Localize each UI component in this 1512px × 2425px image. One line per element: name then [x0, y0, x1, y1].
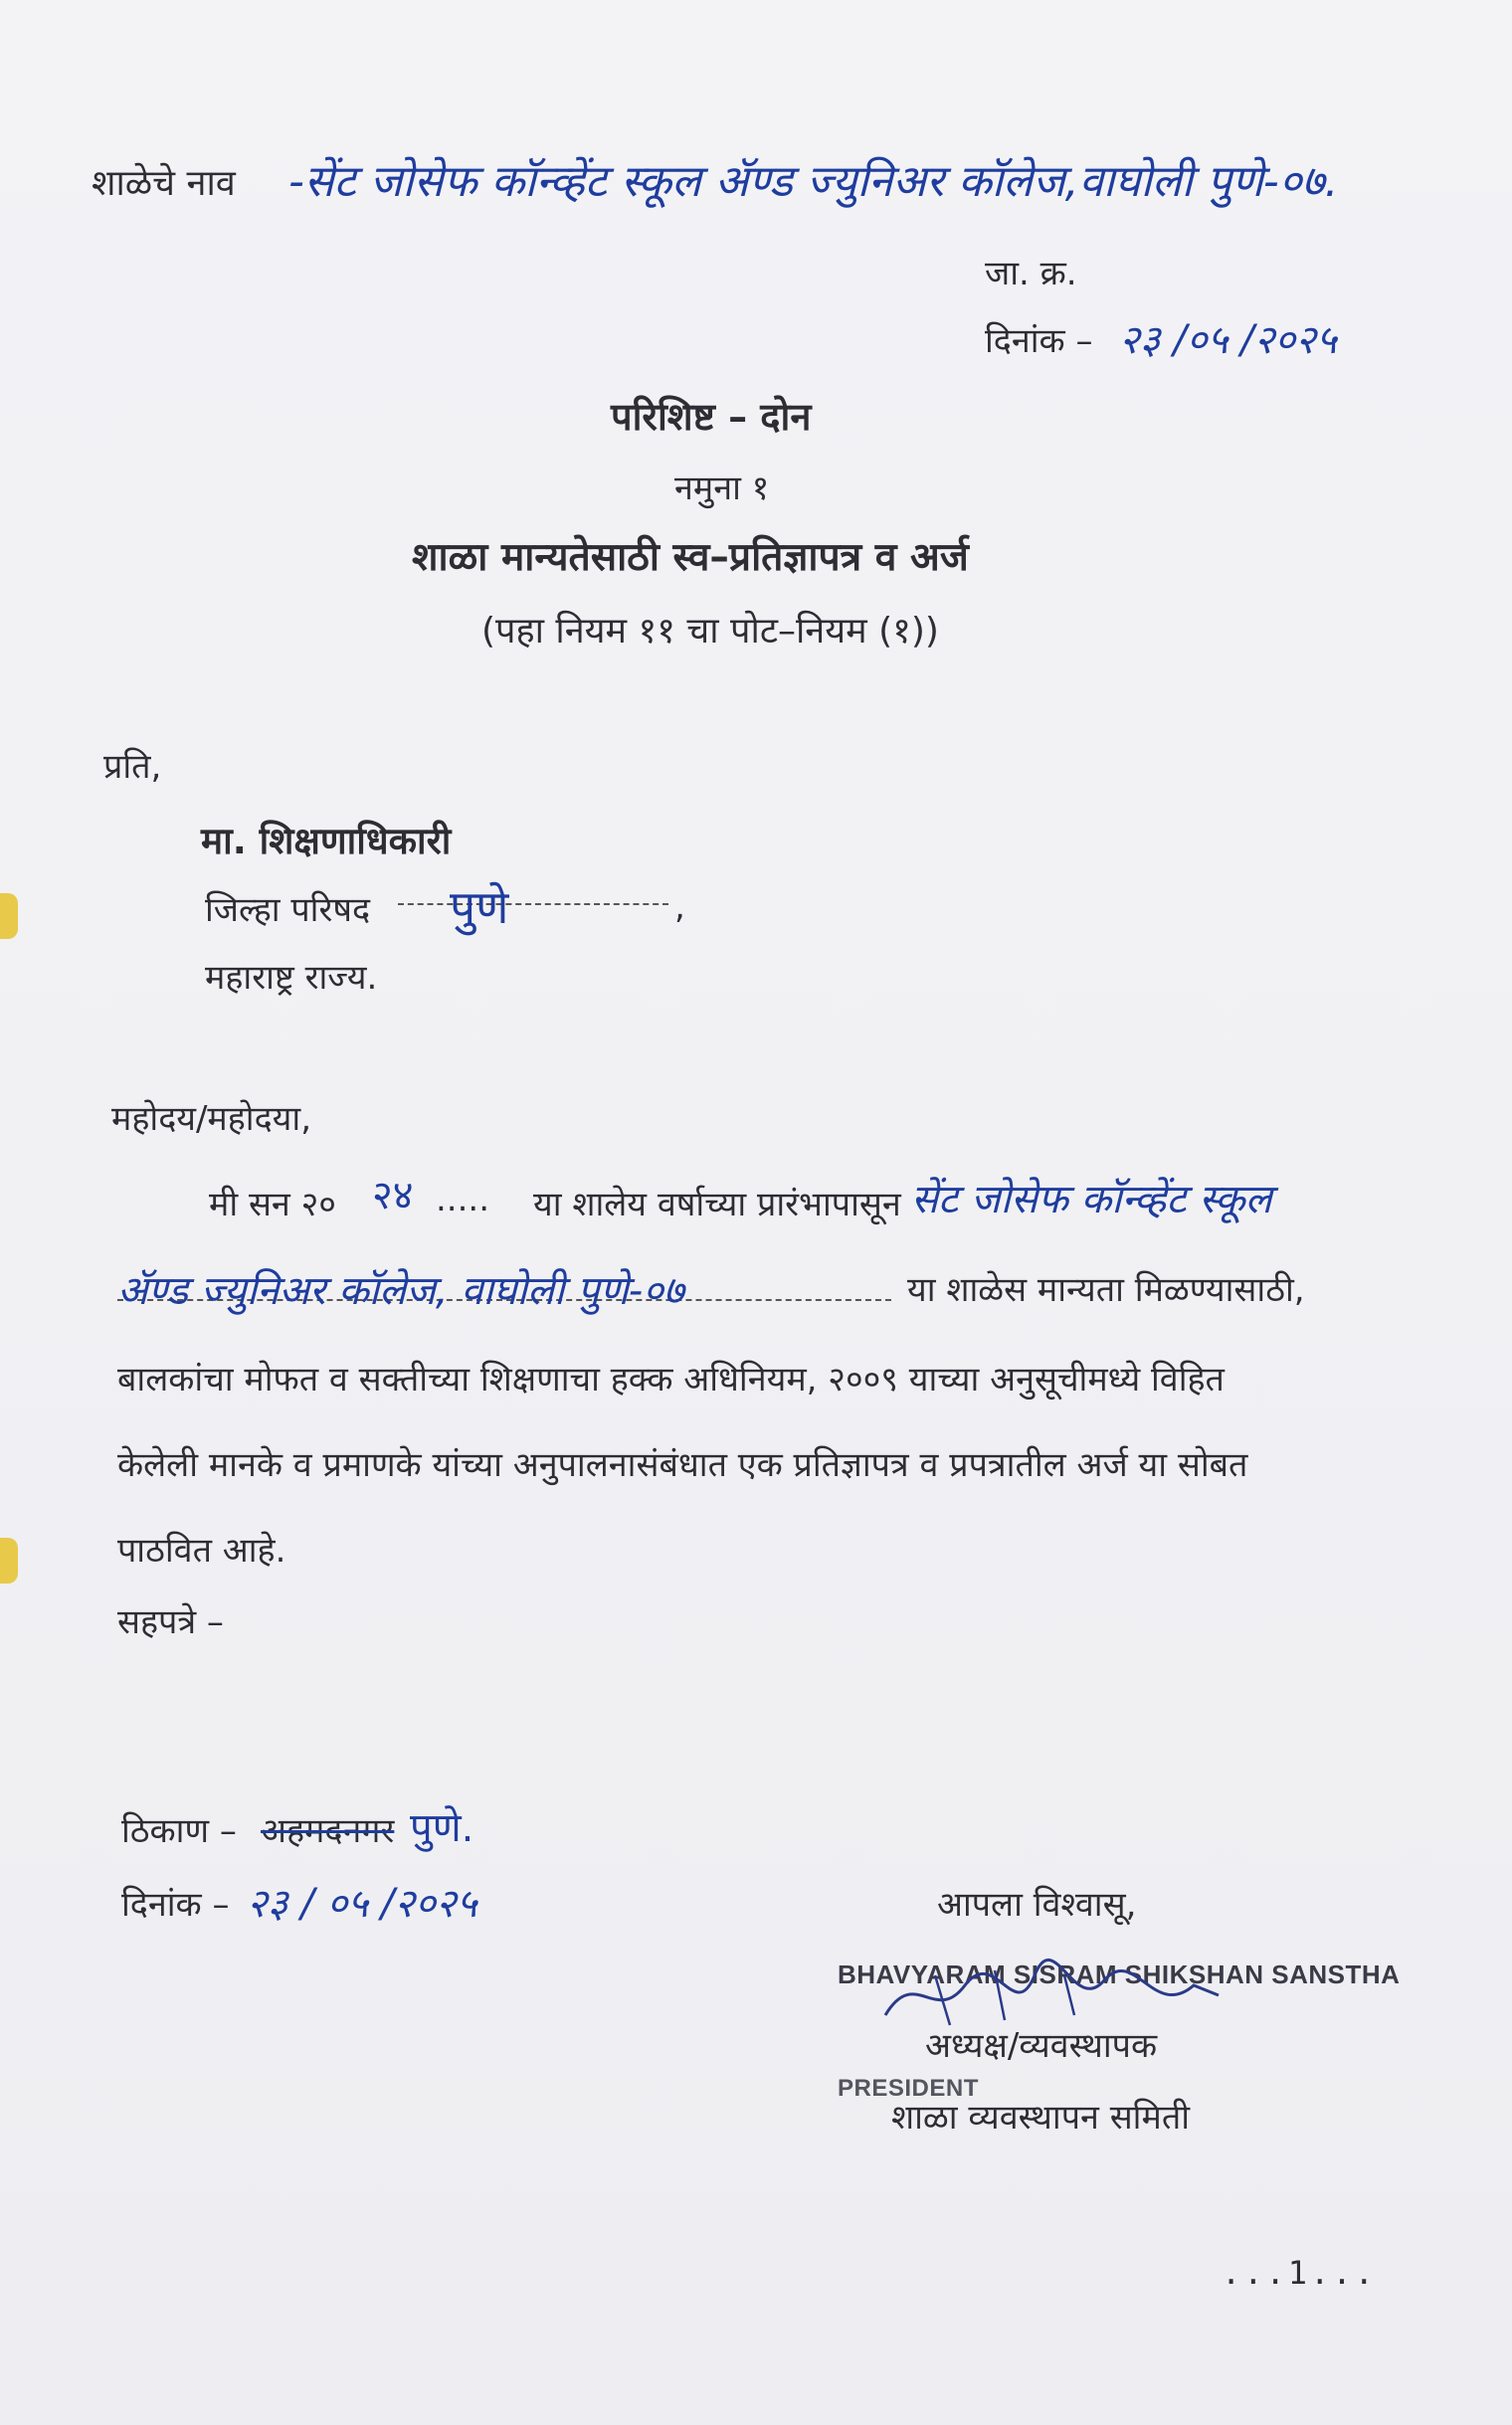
form-number: नमुना १	[674, 468, 770, 508]
closing: आपला विश्वासू,	[937, 1885, 1137, 1925]
stamp-role: PRESIDENT	[838, 2075, 979, 2102]
line2-rest: या शाळेस मान्यता मिळण्यासाठी,	[907, 1270, 1305, 1310]
binder-clip-bottom	[0, 1538, 18, 1584]
school-name-handwritten: -सेंट जोसेफ कॉन्व्हेंट स्कूल ॲण्ड ज्युनिअर कॉलेज,वाघोली पुणे-०७.	[288, 156, 1339, 207]
line1-prefix: मी सन २०	[209, 1185, 336, 1224]
rule-reference: (पहा नियम ११ चा पोट–नियम (१))	[481, 611, 939, 652]
place-label: ठिकाण –	[121, 1811, 237, 1851]
to-label: प्रति,	[103, 747, 162, 787]
line1-dots: .....	[436, 1180, 490, 1219]
header-date-value: २३ /०५ /२०२५	[1119, 317, 1337, 363]
school-name-label: शाळेचे नाव	[92, 163, 236, 204]
footer-date-value: २३ / ०५ /२०२५	[247, 1881, 477, 1927]
enclosures-label: सहपत्रे –	[117, 1602, 224, 1642]
district-fill-line	[398, 903, 668, 905]
place-value: पुणे.	[410, 1805, 474, 1851]
state-line: महाराष्ट्र राज्य.	[205, 958, 378, 998]
salutation: महोदय/महोदया,	[111, 1099, 312, 1139]
school-name-line2-handwritten: ॲण्ड ज्युनिअर कॉलेज, वाघोली पुणे-०७	[117, 1268, 684, 1314]
place-struck: अहमदनगर	[261, 1811, 395, 1851]
district-comma: ,	[674, 887, 685, 927]
binder-clip-top	[0, 893, 18, 939]
designation: अध्यक्ष/व्यवस्थापक	[925, 2026, 1158, 2066]
footer-date-label: दिनांक –	[121, 1885, 230, 1925]
page-number: ...1...	[1222, 2254, 1377, 2292]
body-line3: बालकांचा मोफत व सक्तीच्या शिक्षणाचा हक्क अधिनियम, २००९ याच्या अनुसूचीमध्ये विहित	[117, 1360, 1225, 1399]
body-line5: पाठवित आहे.	[117, 1531, 286, 1571]
committee: शाळा व्यवस्थापन समिती	[891, 2098, 1191, 2138]
district-label: जिल्हा परिषद	[205, 890, 371, 930]
document-heading: शाळा मान्यतेसाठी स्व–प्रतिज्ञापत्र व अर्ज	[412, 535, 969, 580]
school-name-line1-handwritten: सेंट जोसेफ कॉन्व्हेंट स्कूल	[911, 1177, 1272, 1222]
header-date-label: दिनांक –	[985, 321, 1093, 361]
appendix-title: परिशिष्ट – दोन	[611, 395, 812, 439]
district-value: पुणे	[450, 880, 509, 934]
body-line4: केलेली मानके व प्रमाणके यांच्या अनुपालनासंबंधात एक प्रतिज्ञापत्र व प्रपत्रातील अर्ज या सोबत	[117, 1445, 1248, 1485]
line1-middle: या शालेय वर्षाच्या प्रारंभापासून	[533, 1185, 901, 1224]
year-handwritten: २४	[372, 1173, 414, 1218]
ref-number-label: जा. क्र.	[985, 254, 1077, 293]
stamp-organization: BHAVYARAM SISRAM SHIKSHAN SANSTHA	[838, 1959, 1401, 1989]
officer-title: मा. शिक्षणाधिकारी	[201, 820, 452, 862]
